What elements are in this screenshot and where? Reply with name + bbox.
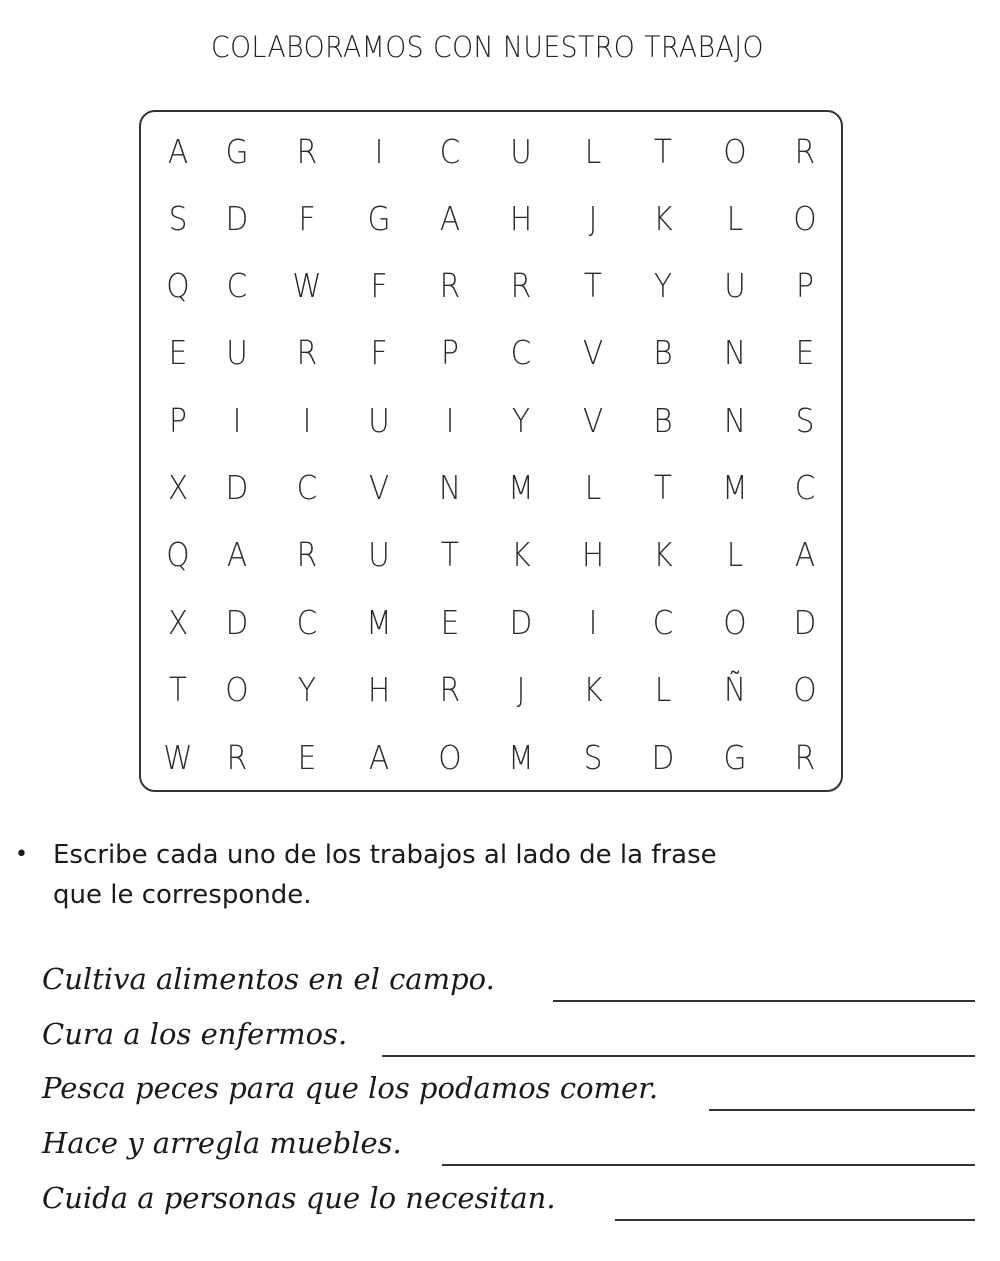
answer-line-2[interactable] — [382, 1055, 975, 1057]
sentence-3: Pesca peces para que los podamos comer. — [42, 1071, 659, 1105]
worksheet-title: COLABORAMOS CON NUESTRO TRABAJO — [210, 30, 765, 64]
grid-cell: L — [726, 535, 744, 574]
grid-cell: O — [793, 670, 817, 709]
grid-cell: B — [653, 401, 673, 440]
grid-cell: O — [793, 199, 817, 238]
bullet-icon: • — [15, 842, 28, 867]
grid-cell: R — [794, 132, 816, 171]
grid-cell: N — [723, 333, 747, 372]
grid-cell: I — [445, 401, 455, 440]
grid-cell: G — [723, 738, 747, 777]
grid-cell: L — [726, 199, 744, 238]
grid-cell: A — [439, 199, 461, 238]
sentence-1: Cultiva alimentos en el campo. — [42, 962, 495, 996]
grid-cell: V — [582, 401, 604, 440]
grid-cell: F — [370, 333, 388, 372]
grid-cell: D — [509, 603, 533, 642]
grid-cell: T — [653, 132, 673, 171]
grid-cell: U — [510, 132, 532, 171]
grid-cell: U — [226, 333, 248, 372]
grid-cell: S — [795, 401, 815, 440]
grid-cell: Ñ — [723, 670, 747, 709]
grid-cell: J — [588, 199, 598, 238]
answer-line-1[interactable] — [553, 1000, 975, 1002]
sentence-2: Cura a los enfermos. — [42, 1017, 348, 1051]
grid-cell: L — [654, 670, 672, 709]
grid-cell: O — [225, 670, 249, 709]
grid-cell: M — [722, 468, 748, 507]
grid-cell: V — [368, 468, 390, 507]
grid-cell: R — [510, 266, 532, 305]
sentence-4: Hace y arregla muebles. — [42, 1126, 402, 1160]
grid-cell: D — [225, 468, 249, 507]
grid-cell: T — [653, 468, 673, 507]
grid-cell: P — [169, 401, 187, 440]
grid-cell: K — [653, 535, 673, 574]
grid-cell: H — [367, 670, 391, 709]
grid-cell: E — [440, 603, 460, 642]
answer-line-5[interactable] — [615, 1219, 975, 1221]
grid-cell: D — [651, 738, 675, 777]
grid-cell: I — [588, 603, 598, 642]
grid-cell: X — [167, 468, 189, 507]
grid-cell: R — [226, 738, 248, 777]
grid-cell: C — [510, 333, 532, 372]
grid-cell: Q — [166, 535, 190, 574]
answer-line-3[interactable] — [709, 1109, 975, 1111]
grid-cell: A — [167, 132, 189, 171]
grid-cell: C — [794, 468, 816, 507]
grid-cell: Y — [653, 266, 673, 305]
grid-cell: O — [438, 738, 462, 777]
grid-cell: H — [509, 199, 533, 238]
grid-cell: C — [652, 603, 674, 642]
grid-cell: H — [581, 535, 605, 574]
grid-cell: R — [296, 535, 318, 574]
grid-cell: O — [723, 132, 747, 171]
grid-cell: C — [296, 468, 318, 507]
grid-cell: R — [439, 670, 461, 709]
grid-cell: L — [584, 132, 602, 171]
answer-line-4[interactable] — [442, 1164, 975, 1166]
grid-cell: G — [225, 132, 249, 171]
word-search-grid — [139, 110, 843, 792]
grid-cell: K — [653, 199, 673, 238]
grid-cell: S — [583, 738, 603, 777]
grid-cell: U — [368, 535, 390, 574]
grid-cell: U — [724, 266, 746, 305]
grid-cell: I — [302, 401, 312, 440]
grid-cell: E — [297, 738, 317, 777]
grid-cell: I — [374, 132, 384, 171]
sentence-5: Cuida a personas que lo necesitan. — [42, 1181, 556, 1215]
grid-cell: M — [366, 603, 392, 642]
grid-cell: C — [439, 132, 461, 171]
grid-cell: A — [794, 535, 816, 574]
grid-cell: V — [582, 333, 604, 372]
grid-cell: R — [794, 738, 816, 777]
grid-cell: C — [226, 266, 248, 305]
grid-cell: Q — [166, 266, 190, 305]
grid-cell: Y — [297, 670, 317, 709]
grid-cell: E — [795, 333, 815, 372]
grid-cell: M — [508, 468, 534, 507]
grid-cell: D — [225, 199, 249, 238]
grid-cell: D — [225, 603, 249, 642]
grid-cell: J — [516, 670, 526, 709]
grid-cell: F — [370, 266, 388, 305]
grid-cell: T — [583, 266, 603, 305]
grid-cell: I — [232, 401, 242, 440]
grid-cell: P — [796, 266, 814, 305]
grid-cell: L — [584, 468, 602, 507]
grid-cell: K — [511, 535, 531, 574]
instruction-text — [53, 835, 813, 915]
grid-cell: T — [168, 670, 188, 709]
grid-cell: R — [296, 132, 318, 171]
grid-cell: U — [368, 401, 390, 440]
grid-cell: R — [296, 333, 318, 372]
grid-cell: F — [298, 199, 316, 238]
grid-cell: E — [168, 333, 188, 372]
grid-cell: C — [296, 603, 318, 642]
grid-cell: R — [439, 266, 461, 305]
grid-cell: X — [167, 603, 189, 642]
grid-cell: T — [440, 535, 460, 574]
grid-cell: B — [653, 333, 673, 372]
grid-cell: P — [441, 333, 459, 372]
grid-cell: K — [583, 670, 603, 709]
grid-cell: N — [723, 401, 747, 440]
instruction-line-2: que le corresponde. — [53, 880, 312, 910]
grid-cell: A — [226, 535, 248, 574]
grid-cell: D — [793, 603, 817, 642]
grid-cell: N — [438, 468, 462, 507]
instruction-line-1: Escribe cada uno de los trabajos al lado de la frase — [53, 840, 717, 870]
grid-cell: M — [508, 738, 534, 777]
grid-cell: O — [723, 603, 747, 642]
grid-cell: W — [292, 266, 322, 305]
grid-cell: G — [367, 199, 391, 238]
grid-cell: W — [163, 738, 193, 777]
grid-cell: Y — [511, 401, 531, 440]
grid-cell: S — [168, 199, 188, 238]
grid-cell: A — [368, 738, 390, 777]
